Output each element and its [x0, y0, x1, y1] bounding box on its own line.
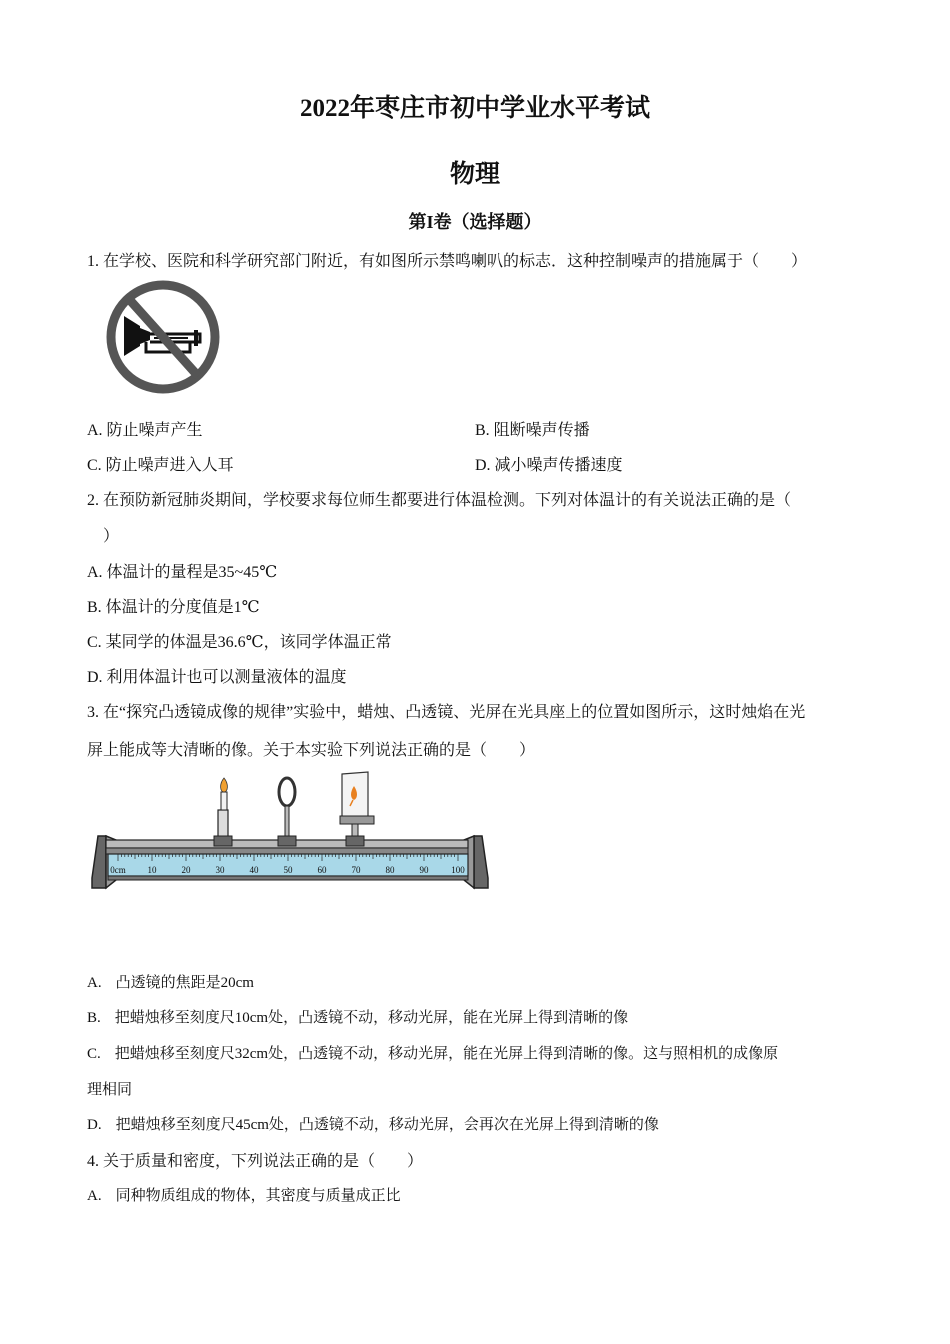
- q3-option-d-text: 把蜡烛移至刻度尺45cm处，凸透镜不动，移动光屏，会再次在光屏上得到清晰的像: [115, 1117, 659, 1133]
- q2-stem-line1: 2. 在预防新冠肺炎期间，学校要求每位师生都要进行体温检测。下列对体温计的有关说法正确的是（: [87, 492, 792, 509]
- ruler-tick-label: 0cm: [110, 865, 126, 875]
- light-screen: [340, 772, 374, 846]
- q3-option-d: [87, 1113, 659, 1134]
- q4-option-a-text: 同种物质组成的物体，其密度与质量成正比: [115, 1188, 401, 1204]
- no-horn-icon: [104, 278, 222, 396]
- ruler-tick-label: 40: [249, 865, 259, 875]
- q1-option-a: A. 防止噪声产生: [87, 422, 203, 439]
- ruler-tick-label: 70: [351, 865, 361, 875]
- q3-option-d-letter: D.: [87, 1117, 102, 1133]
- q3-option-b-letter: B.: [87, 1010, 101, 1026]
- q3-option-a-letter: A.: [87, 975, 102, 991]
- q2-option-c: C. 某同学的体温是36.6℃，该同学体温正常: [87, 634, 392, 651]
- q1-option-b: B. 阻断噪声传播: [475, 422, 590, 439]
- q3-option-c-text: 把蜡烛移至刻度尺32cm处，凸透镜不动，移动光屏，能在光屏上得到清晰的像。这与照相机的成像原: [114, 1046, 779, 1062]
- q2-option-d: D. 利用体温计也可以测量液体的温度: [87, 669, 347, 686]
- q2-option-a: A. 体温计的量程是35~45℃: [87, 564, 278, 581]
- q4-option-a: [87, 1184, 401, 1205]
- ruler-tick-label: 20: [181, 865, 191, 875]
- ruler-tick-label: 50: [283, 865, 293, 875]
- q2-stem-line2: ）: [87, 528, 120, 545]
- section-title: 第I卷（选择题）: [408, 212, 542, 232]
- q3-option-c-letter: C.: [87, 1046, 101, 1062]
- q4-option-a-letter: A.: [87, 1188, 102, 1204]
- ruler-tick-label: 100: [451, 865, 465, 875]
- ruler-tick-label: 10: [147, 865, 157, 875]
- exam-title: 2022年枣庄市初中学业水平考试: [299, 95, 650, 122]
- q3-option-b: [87, 1006, 628, 1027]
- q3-option-b-text: 把蜡烛移至刻度尺10cm处，凸透镜不动，移动光屏，能在光屏上得到清晰的像: [114, 1010, 629, 1026]
- ruler-tick-label: 30: [215, 865, 225, 875]
- q1-option-d: D. 减小噪声传播速度: [475, 457, 623, 474]
- candle: [214, 778, 232, 846]
- q3-option-a: [87, 971, 254, 992]
- subject-title: 物理: [449, 161, 500, 188]
- q3-option-c: [87, 1042, 778, 1063]
- optical-bench-figure: [88, 770, 493, 900]
- q1-stem: 1. 在学校、医院和科学研究部门附近，有如图所示禁鸣喇叭的标志．这种控制噪声的措施属于（ ）: [87, 253, 808, 270]
- q3-stem-line1: 3. 在“探究凸透镜成像的规律”实验中，蜡烛、凸透镜、光屏在光具座上的位置如图所示，这时烛焰在光: [87, 704, 806, 721]
- ruler-tick-label: 80: [385, 865, 395, 875]
- q3-option-c-line2: 理相同: [87, 1082, 133, 1098]
- ruler-tick-label: 90: [419, 865, 429, 875]
- q1-option-c: C. 防止噪声进入人耳: [87, 457, 234, 474]
- q3-stem-line2: 屏上能成等大清晰的像。关于本实验下列说法正确的是（ ）: [87, 742, 536, 759]
- ruler-tick-label: 60: [317, 865, 327, 875]
- q2-option-b: B. 体温计的分度值是1℃: [87, 599, 260, 616]
- convex-lens: [278, 778, 296, 846]
- q4-stem: 4. 关于质量和密度，下列说法正确的是（ ）: [87, 1153, 424, 1170]
- q3-option-a-text: 凸透镜的焦距是20cm: [115, 975, 254, 991]
